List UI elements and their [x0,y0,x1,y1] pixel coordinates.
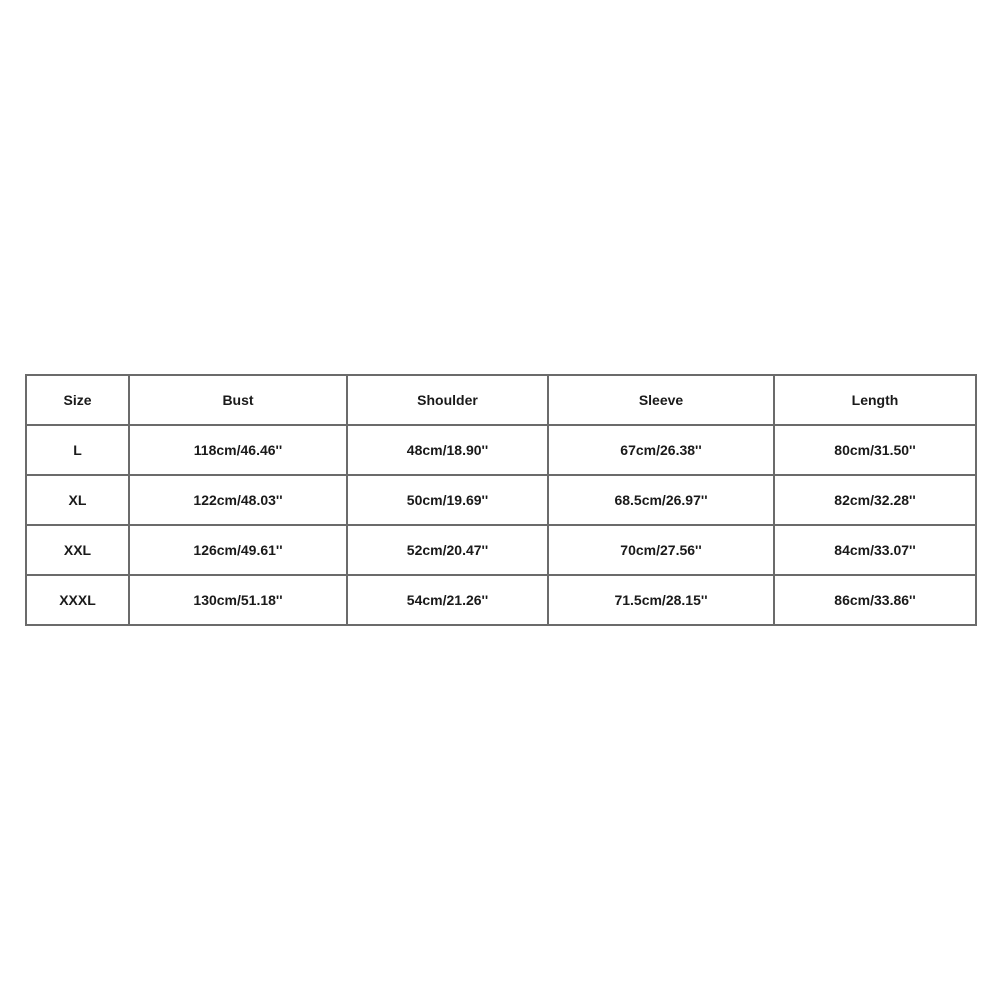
table-row [26,475,976,525]
header-row [26,375,976,425]
cell-length: 82cm/32.28'' [774,475,976,525]
cell-length: 80cm/31.50'' [774,425,976,475]
header-shoulder: Shoulder [347,375,548,425]
cell-shoulder: 50cm/19.69'' [347,475,548,525]
cell-size: XXXL [26,575,129,625]
header-size: Size [26,375,129,425]
table-row [26,575,976,625]
cell-bust: 118cm/46.46'' [129,425,347,475]
table-row [26,425,976,475]
cell-bust: 130cm/51.18'' [129,575,347,625]
cell-size: L [26,425,129,475]
table-row [26,525,976,575]
cell-sleeve: 70cm/27.56'' [548,525,774,575]
header-length: Length [774,375,976,425]
cell-bust: 126cm/49.61'' [129,525,347,575]
cell-sleeve: 67cm/26.38'' [548,425,774,475]
header-bust: Bust [129,375,347,425]
header-sleeve: Sleeve [548,375,774,425]
cell-sleeve: 68.5cm/26.97'' [548,475,774,525]
cell-shoulder: 54cm/21.26'' [347,575,548,625]
cell-length: 84cm/33.07'' [774,525,976,575]
cell-sleeve: 71.5cm/28.15'' [548,575,774,625]
cell-size: XXL [26,525,129,575]
cell-bust: 122cm/48.03'' [129,475,347,525]
cell-length: 86cm/33.86'' [774,575,976,625]
cell-size: XL [26,475,129,525]
size-chart-table [25,374,977,626]
cell-shoulder: 52cm/20.47'' [347,525,548,575]
cell-shoulder: 48cm/18.90'' [347,425,548,475]
